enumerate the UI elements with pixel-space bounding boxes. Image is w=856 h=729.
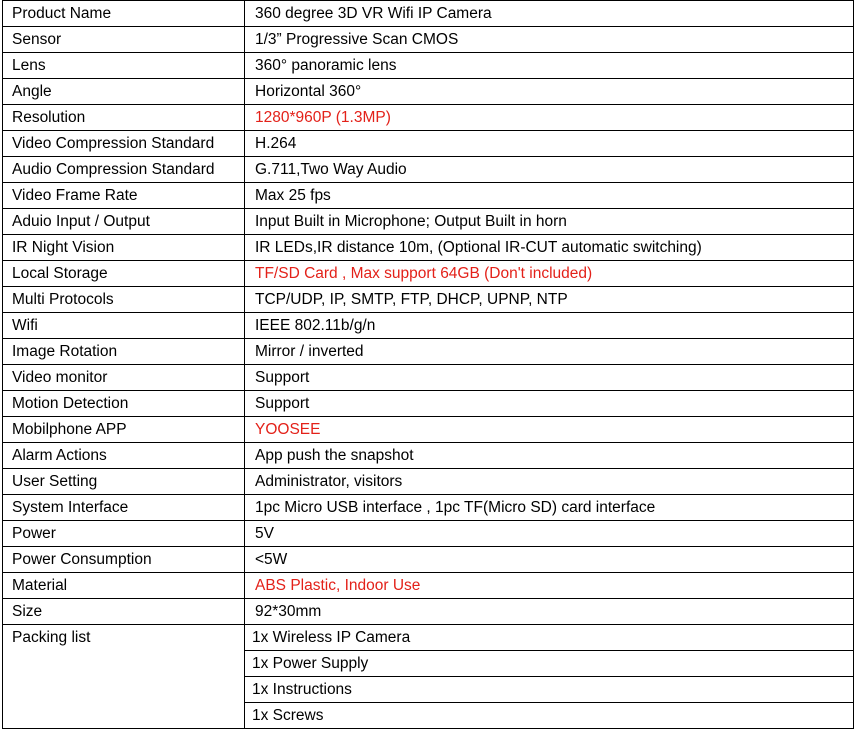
table-row xyxy=(3,573,854,599)
spec-value: IEEE 802.11b/g/n xyxy=(245,313,854,339)
packing-list-item: 1x Wireless IP Camera xyxy=(245,625,854,651)
spec-label: Motion Detection xyxy=(3,391,245,417)
spec-value: 360 degree 3D VR Wifi IP Camera xyxy=(245,1,854,27)
spec-value: H.264 xyxy=(245,131,854,157)
spec-label: Resolution xyxy=(3,105,245,131)
spec-value: Support xyxy=(245,365,854,391)
spec-value: IR LEDs,IR distance 10m, (Optional IR-CUT automatic switching) xyxy=(245,235,854,261)
spec-label: Local Storage xyxy=(3,261,245,287)
spec-label: Power xyxy=(3,521,245,547)
spec-value-highlight: ABS Plastic, Indoor Use xyxy=(245,573,854,599)
spec-value: Support xyxy=(245,391,854,417)
table-row xyxy=(3,261,854,287)
spec-label: Video Frame Rate xyxy=(3,183,245,209)
table-row xyxy=(3,469,854,495)
spec-label: Power Consumption xyxy=(3,547,245,573)
spec-value: App push the snapshot xyxy=(245,443,854,469)
spec-value: Input Built in Microphone; Output Built in horn xyxy=(245,209,854,235)
spec-table xyxy=(2,0,854,729)
table-row xyxy=(3,339,854,365)
table-row xyxy=(3,417,854,443)
table-row xyxy=(3,235,854,261)
spec-label: Size xyxy=(3,599,245,625)
table-row xyxy=(3,131,854,157)
table-row xyxy=(3,105,854,131)
spec-value-highlight: 1280*960P (1.3MP) xyxy=(245,105,854,131)
packing-list-item: 1x Power Supply xyxy=(245,651,854,677)
table-row xyxy=(3,599,854,625)
spec-value: 1/3” Progressive Scan CMOS xyxy=(245,27,854,53)
table-row xyxy=(3,157,854,183)
spec-label: Mobilphone APP xyxy=(3,417,245,443)
spec-value: 360° panoramic lens xyxy=(245,53,854,79)
table-row xyxy=(3,495,854,521)
spec-label: Alarm Actions xyxy=(3,443,245,469)
table-row xyxy=(3,53,854,79)
packing-list-item: 1x Screws xyxy=(245,703,854,729)
spec-label: Multi Protocols xyxy=(3,287,245,313)
spec-label: IR Night Vision xyxy=(3,235,245,261)
spec-value: Mirror / inverted xyxy=(245,339,854,365)
spec-label: Aduio Input / Output xyxy=(3,209,245,235)
table-row xyxy=(3,625,854,651)
table-row xyxy=(3,27,854,53)
table-row xyxy=(3,287,854,313)
spec-value: <5W xyxy=(245,547,854,573)
table-row xyxy=(3,209,854,235)
spec-value-highlight: YOOSEE xyxy=(245,417,854,443)
spec-label: Product Name xyxy=(3,1,245,27)
spec-label: Image Rotation xyxy=(3,339,245,365)
table-row xyxy=(3,547,854,573)
spec-label: Lens xyxy=(3,53,245,79)
spec-label: Video Compression Standard xyxy=(3,131,245,157)
spec-value: Max 25 fps xyxy=(245,183,854,209)
table-row xyxy=(3,365,854,391)
table-row xyxy=(3,183,854,209)
table-row xyxy=(3,1,854,27)
spec-value-highlight: TF/SD Card , Max support 64GB (Don't included) xyxy=(245,261,854,287)
spec-label: Audio Compression Standard xyxy=(3,157,245,183)
table-row xyxy=(3,443,854,469)
spec-label: Wifi xyxy=(3,313,245,339)
spec-value: 1pc Micro USB interface , 1pc TF(Micro SD) card interface xyxy=(245,495,854,521)
table-row xyxy=(3,391,854,417)
spec-value: TCP/UDP, IP, SMTP, FTP, DHCP, UPNP, NTP xyxy=(245,287,854,313)
packing-list-item: 1x Instructions xyxy=(245,677,854,703)
spec-label: Video monitor xyxy=(3,365,245,391)
spec-label: Sensor xyxy=(3,27,245,53)
spec-label: Material xyxy=(3,573,245,599)
spec-label: System Interface xyxy=(3,495,245,521)
table-row xyxy=(3,521,854,547)
spec-label: Angle xyxy=(3,79,245,105)
spec-value: 5V xyxy=(245,521,854,547)
spec-label: User Setting xyxy=(3,469,245,495)
packing-list-label: Packing list xyxy=(3,625,245,729)
spec-value: Horizontal 360° xyxy=(245,79,854,105)
spec-value: Administrator, visitors xyxy=(245,469,854,495)
spec-value: 92*30mm xyxy=(245,599,854,625)
spec-value: G.711,Two Way Audio xyxy=(245,157,854,183)
table-row xyxy=(3,313,854,339)
table-row xyxy=(3,79,854,105)
